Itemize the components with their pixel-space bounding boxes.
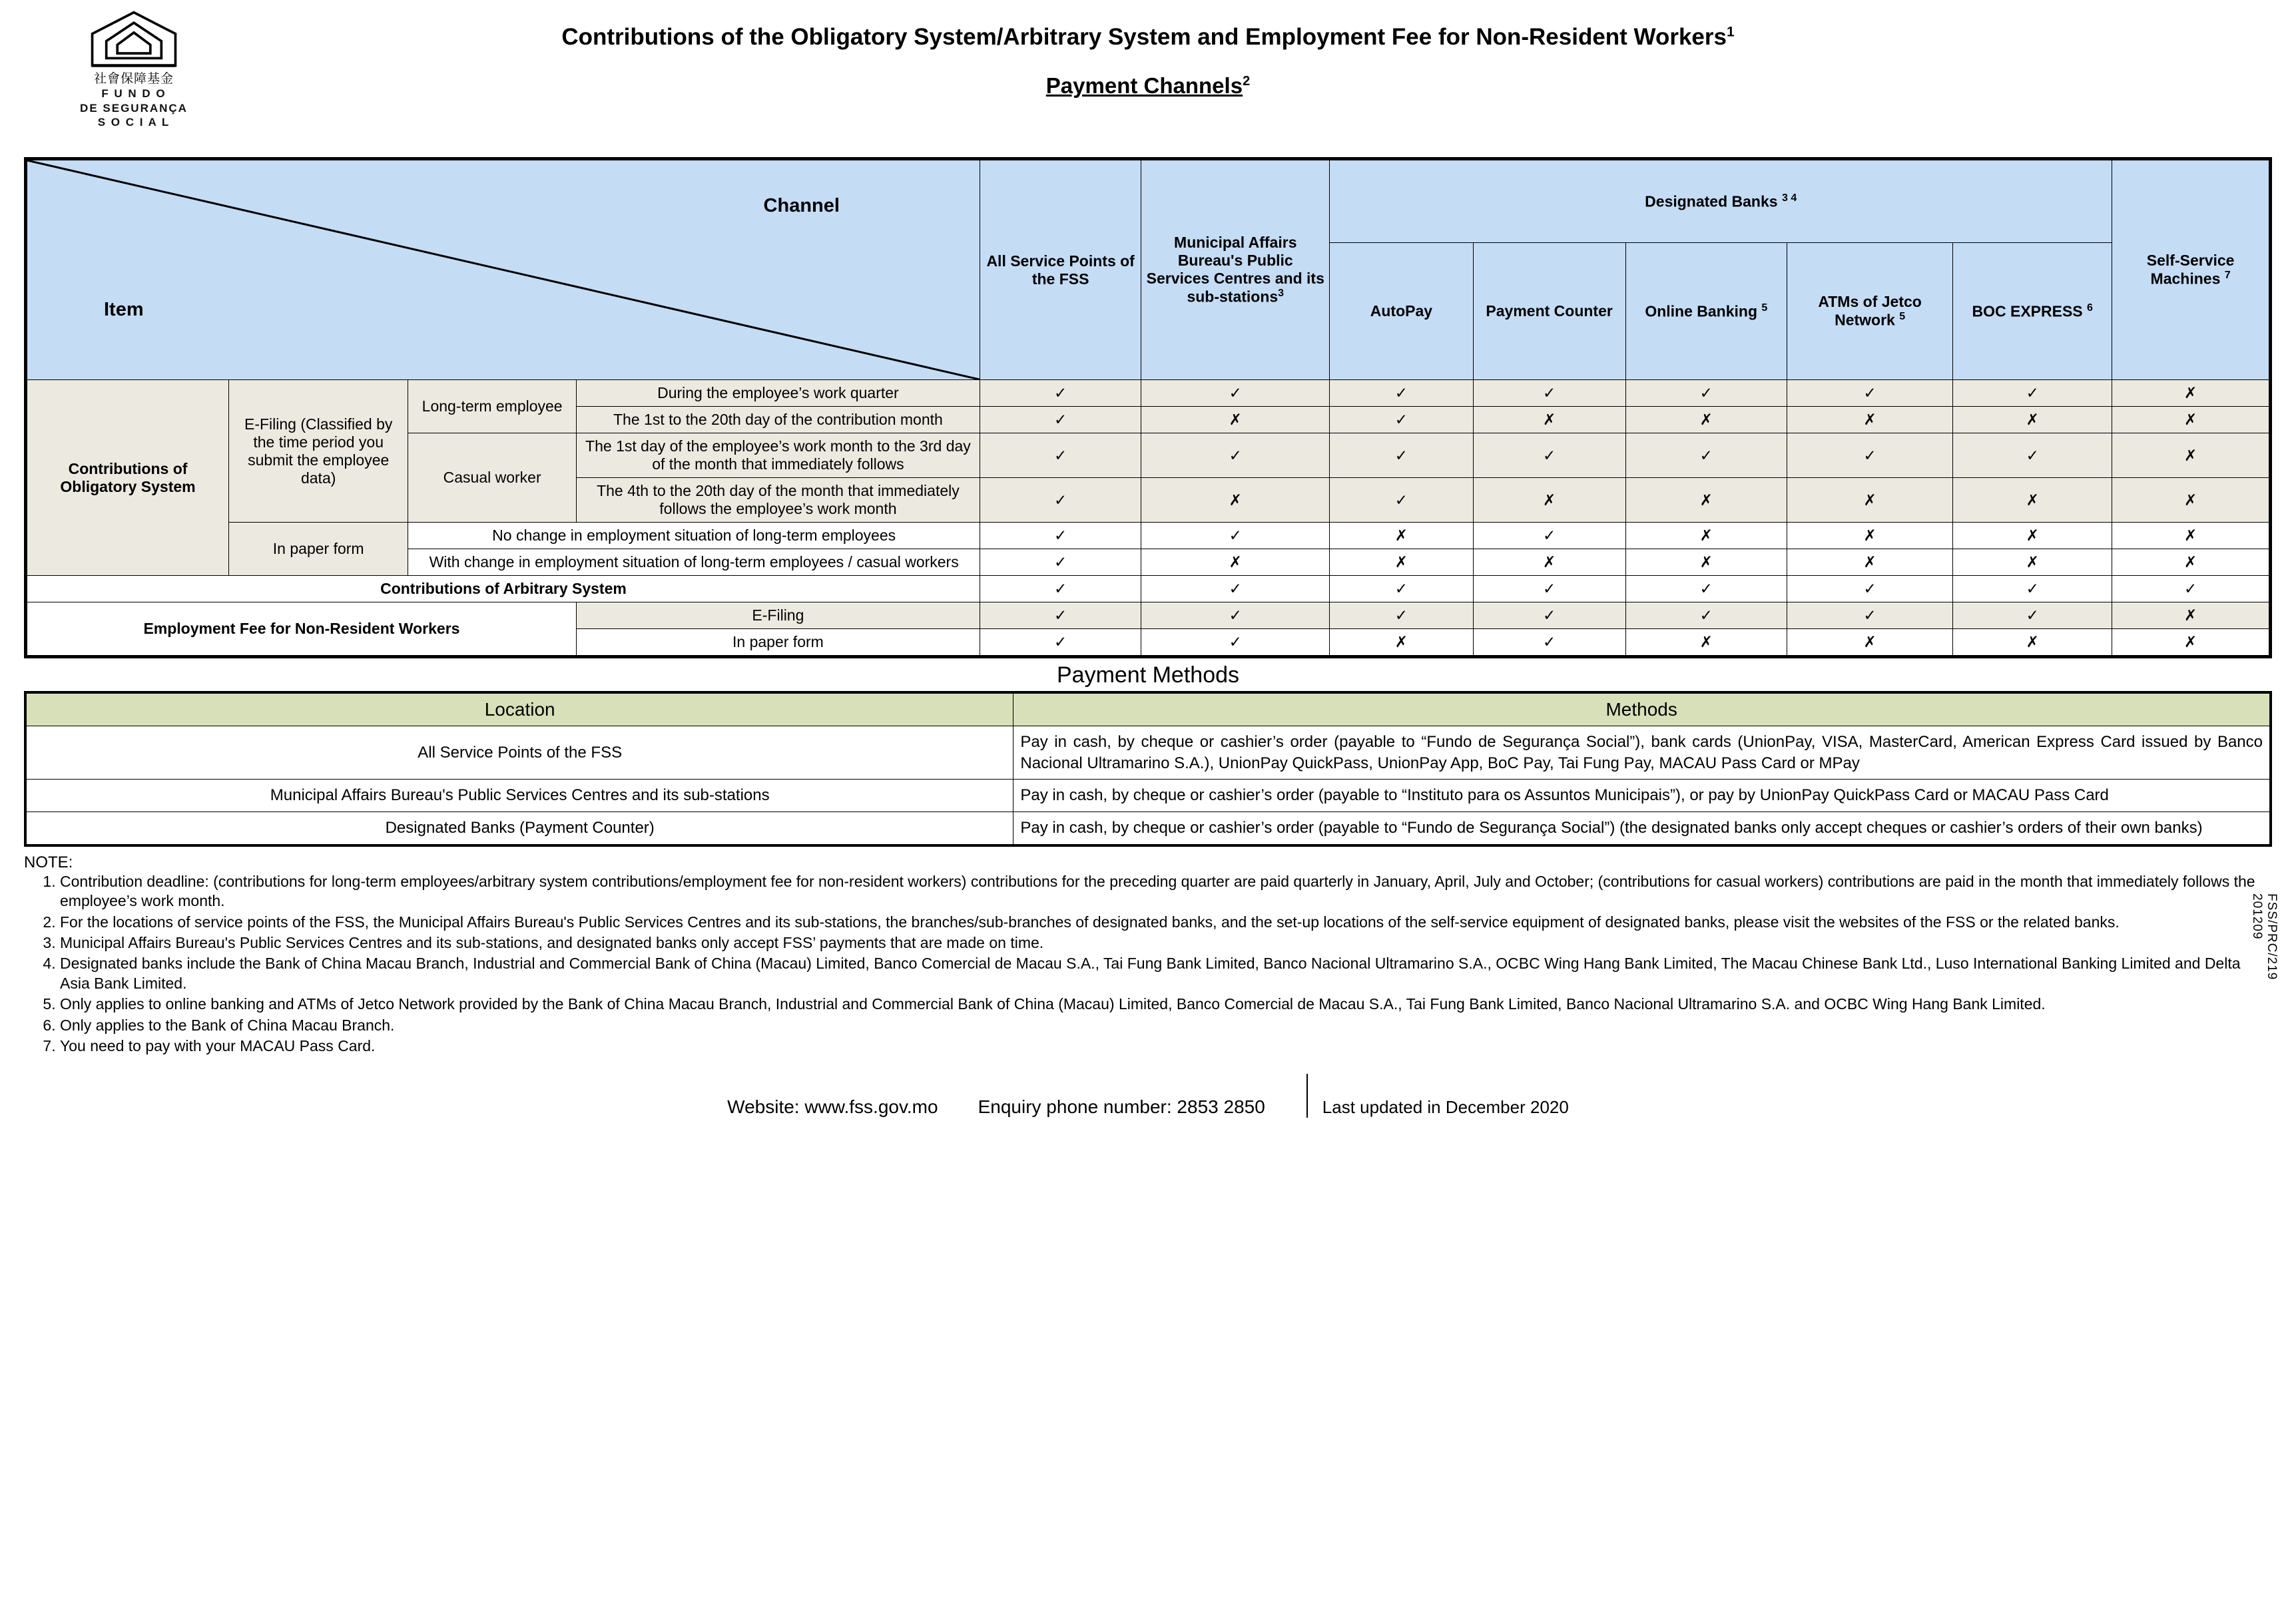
- cell-mark: ✗: [1330, 523, 1473, 549]
- document-page: [0, 7, 2296, 1130]
- cell-mark: ✓: [1787, 433, 1953, 478]
- cell-mark: ✓: [1330, 576, 1473, 602]
- col-header-municipal-affairs: [1141, 160, 1330, 380]
- footer-divider: [1306, 1074, 1308, 1118]
- cell-mark: ✗: [1787, 407, 1953, 433]
- table-row: [27, 380, 2269, 407]
- col-header-boc-express-label: BOC EXPRESS: [1972, 302, 2083, 320]
- col-header-atms-jetco-label: ATMs of Jetco Network: [1818, 293, 1922, 329]
- logo-line3: S O C I A L: [97, 115, 170, 128]
- cell-mark: ✗: [2112, 433, 2269, 478]
- document-footer: [24, 1074, 2272, 1130]
- cell-mark: ✗: [1953, 629, 2112, 656]
- cell-mark: ✓: [980, 549, 1141, 576]
- cell-mark: ✗: [1625, 478, 1787, 523]
- cell-mark: ✓: [980, 523, 1141, 549]
- cell-mark: ✓: [1141, 433, 1330, 478]
- cell-mark: ✗: [1141, 549, 1330, 576]
- col-group-designated-banks: [1330, 160, 2112, 243]
- location-cell: All Service Points of the FSS: [27, 726, 1013, 780]
- cell-mark: ✗: [2112, 478, 2269, 523]
- table-row-employment-fee-efiling: [27, 602, 2269, 629]
- row-label-employment-fee: Employment Fee for Non-Resident Workers: [27, 602, 577, 656]
- cell-mark: ✓: [1141, 576, 1330, 602]
- footer-last-updated: Last updated in December 2020: [1322, 1096, 1569, 1117]
- col-header-online-banking-note-ref: 5: [1761, 302, 1768, 314]
- col-header-payment-counter: [1473, 242, 1625, 379]
- row-desc: The 1st to the 20th day of the contribution month: [576, 407, 980, 433]
- table-row: [27, 780, 2270, 812]
- row-desc: With change in employment situation of long-term employees / casual workers: [408, 549, 980, 576]
- document-reference-code: [2249, 893, 2279, 1056]
- footer-phone: Enquiry phone number: 2853 2850: [978, 1096, 1265, 1117]
- cell-mark: ✓: [1473, 602, 1625, 629]
- cell-mark: ✗: [1473, 549, 1625, 576]
- cell-mark: ✓: [1473, 576, 1625, 602]
- row-desc: In paper form: [576, 629, 980, 656]
- cell-mark: ✓: [1953, 602, 2112, 629]
- row-desc: No change in employment situation of long-term employees: [408, 523, 980, 549]
- table-row-arbitrary-system: [27, 576, 2269, 602]
- cell-mark: ✓: [1953, 433, 2112, 478]
- cell-mark: ✗: [1953, 523, 2112, 549]
- notes-section: [24, 853, 2279, 1056]
- cell-mark: ✗: [1953, 407, 2112, 433]
- note-item: 4. Designated banks include the Bank of China Macau Branch, Industrial and Commercial Bank of China (Macau) Limited, Banco Comercial de Macau S.A., Tai Fung Bank Limited, Banco Nacional Ultramarino S.A., OCBC Wing Hang Bank Limited, The Macau Chinese Bank Ltd., Luso International Banking Limited and Delta Asia Bank Limited.: [60, 954, 2272, 993]
- col-header-municipal-affairs-label: Municipal Affairs Bureau's Public Services Centres and its sub-stations: [1146, 234, 1324, 306]
- logo-line2: DE SEGURANÇA: [80, 101, 188, 115]
- cell-mark: ✗: [2112, 629, 2269, 656]
- corner-item-label: Item: [104, 299, 144, 320]
- payment-methods-table-container: [24, 691, 2272, 847]
- cell-mark: ✓: [1330, 602, 1473, 629]
- cell-mark: ✓: [980, 380, 1141, 407]
- col-header-location: Location: [27, 694, 1013, 726]
- document-header: [24, 7, 2272, 146]
- cell-mark: ✓: [1953, 380, 2112, 407]
- cell-mark: ✓: [1473, 629, 1625, 656]
- cell-mark: ✓: [1787, 576, 1953, 602]
- page-title-text: Contributions of the Obligatory System/Arbitrary System and Employment Fee for Non-Resident Workers: [561, 24, 1727, 50]
- cell-mark: ✗: [1787, 523, 1953, 549]
- footer-website[interactable]: Website: www.fss.gov.mo: [727, 1096, 938, 1117]
- cell-mark: ✓: [1787, 602, 1953, 629]
- cell-mark: ✓: [980, 407, 1141, 433]
- cell-mark: ✓: [1473, 380, 1625, 407]
- cell-mark: ✓: [1625, 602, 1787, 629]
- table-row: [27, 523, 2269, 549]
- methods-cell: Pay in cash, by cheque or cashier’s order (payable to “Instituto para os Assuntos Municipais”), or pay by UnionPay QuickPass Card or MACAU Pass Card: [1013, 780, 2270, 812]
- row-desc: The 4th to the 20th day of the month that immediately follows the employee’s work month: [576, 478, 980, 523]
- row-desc: The 1st day of the employee’s work month to the 3rd day of the month that immediately follows: [576, 433, 980, 478]
- cell-mark: ✓: [980, 433, 1141, 478]
- payment-methods-table: [26, 693, 2270, 845]
- cell-mark: ✗: [1473, 478, 1625, 523]
- col-group-designated-banks-label: Designated Banks: [1645, 192, 1778, 210]
- payment-channels-table: [27, 160, 2269, 656]
- cell-mark: ✗: [1787, 629, 1953, 656]
- col-header-atms-jetco-note-ref: 5: [1899, 311, 1906, 323]
- col-header-online-banking-label: Online Banking: [1645, 302, 1758, 320]
- location-cell: Municipal Affairs Bureau's Public Services Centres and its sub-stations: [27, 780, 1013, 812]
- fss-logo: [71, 9, 197, 129]
- cell-mark: ✓: [980, 576, 1141, 602]
- logo-line1: F U N D O: [101, 87, 166, 101]
- location-cell: Designated Banks (Payment Counter): [27, 812, 1013, 845]
- cell-mark: ✓: [1141, 523, 1330, 549]
- cell-mark: ✓: [1330, 433, 1473, 478]
- cell-mark: ✓: [1141, 380, 1330, 407]
- cell-mark: ✓: [1625, 380, 1787, 407]
- doc-code-ref: FSS/PRC/219: [2265, 893, 2279, 981]
- note-item: 1. Contribution deadline: (contributions for long-term employees/arbitrary system contributions/employment fee for non-resident workers) contributions for the preceding quarter are paid quarterly in January, April, July and October; (contributions for casual workers) contributions are paid in the month that immediately follows the employee’s work month.: [60, 872, 2272, 911]
- cell-mark: ✓: [980, 629, 1141, 656]
- cell-mark: ✓: [1330, 380, 1473, 407]
- cell-mark: ✓: [1473, 433, 1625, 478]
- cell-mark: ✓: [1625, 576, 1787, 602]
- col-header-online-banking: [1625, 242, 1787, 379]
- cell-mark: ✗: [1141, 478, 1330, 523]
- row-subgroup-casual-worker: Casual worker: [408, 433, 577, 523]
- cell-mark: ✗: [1787, 549, 1953, 576]
- row-group-paper-form: In paper form: [229, 523, 408, 576]
- cell-mark: ✓: [1141, 629, 1330, 656]
- cell-mark: ✓: [1787, 380, 1953, 407]
- cell-mark: ✓: [980, 478, 1141, 523]
- cell-mark: ✓: [1953, 576, 2112, 602]
- col-header-municipal-note-ref: 3: [1278, 288, 1285, 300]
- row-subgroup-long-term: Long-term employee: [408, 380, 577, 433]
- cell-mark: ✓: [1141, 602, 1330, 629]
- cell-mark: ✓: [2112, 576, 2269, 602]
- cell-mark: ✓: [1625, 433, 1787, 478]
- cell-mark: ✗: [2112, 523, 2269, 549]
- col-header-self-service-note-ref: 7: [2224, 270, 2231, 282]
- footer-contact: [727, 1096, 1292, 1118]
- note-item: 7. You need to pay with your MACAU Pass Card.: [60, 1037, 2272, 1056]
- row-desc: During the employee’s work quarter: [576, 380, 980, 407]
- table-corner-header: [27, 160, 980, 380]
- diagonal-divider-icon: [27, 160, 980, 379]
- note-item: 2. For the locations of service points of the FSS, the Municipal Affairs Bureau's Public Services Centres and its sub-stations, the branches/sub-branches of designated banks, and the set-up locations of the self-service equipment of designated banks, please visit the websites of the FSS or the related banks.: [60, 913, 2272, 932]
- table-row: [27, 812, 2270, 845]
- col-header-methods: Methods: [1013, 694, 2270, 726]
- logo-chinese-text: 社會保障基金: [93, 72, 174, 87]
- row-group-obligatory-system: Contributions of Obligatory System: [27, 380, 229, 576]
- row-label-arbitrary-system: Contributions of Arbitrary System: [27, 576, 980, 602]
- page-title-note-ref: 1: [1726, 24, 1735, 40]
- methods-cell: Pay in cash, by cheque or cashier’s order (payable to “Fundo de Segurança Social”), bank cards (UnionPay, VISA, MasterCard, American Express Card issued by Banco Nacional Ultramarino S.A.), UnionPay QuickPass, UnionPay App, BoC Pay, Tai Fung Pay, MACAU Pass Card or MPay: [1013, 726, 2270, 780]
- col-header-self-service: [2112, 160, 2269, 380]
- col-header-atms-jetco: [1787, 242, 1953, 379]
- cell-mark: ✗: [1625, 407, 1787, 433]
- table-row: [27, 726, 2270, 780]
- note-item: 5. Only applies to online banking and ATMs of Jetco Network provided by the Bank of China Macau Branch, Industrial and Commercial Bank of China (Macau) Limited, Banco Comercial de Macau S.A., Tai Fung Bank Limited, Banco Nacional Ultramarino S.A. and OCBC Wing Hang Bank Limited.: [60, 995, 2272, 1014]
- payment-channels-note-ref: 2: [1243, 74, 1251, 89]
- col-header-all-service-points-label: All Service Points of the FSS: [986, 252, 1135, 288]
- col-header-self-service-label: Self-Service Machines: [2146, 252, 2235, 288]
- notes-list: [24, 872, 2272, 1056]
- col-header-autopay: [1330, 242, 1473, 379]
- col-header-boc-express: [1953, 242, 2112, 379]
- cell-mark: ✗: [2112, 407, 2269, 433]
- cell-mark: ✗: [1625, 549, 1787, 576]
- page-title: [24, 7, 2272, 51]
- payment-channels-table-container: [24, 157, 2272, 658]
- corner-channel-label: Channel: [763, 195, 840, 216]
- cell-mark: ✗: [1330, 629, 1473, 656]
- row-desc: E-Filing: [576, 602, 980, 629]
- note-item: 3. Municipal Affairs Bureau's Public Services Centres and its sub-stations, and designated banks only accept FSS’ payments that are made on time.: [60, 933, 2272, 953]
- cell-mark: ✓: [1330, 407, 1473, 433]
- cell-mark: ✓: [1473, 523, 1625, 549]
- col-header-payment-counter-label: Payment Counter: [1486, 302, 1613, 320]
- cell-mark: ✗: [1141, 407, 1330, 433]
- cell-mark: ✗: [2112, 602, 2269, 629]
- row-group-efiling: E-Filing (Classified by the time period you submit the employee data): [229, 380, 408, 523]
- cell-mark: ✗: [1625, 523, 1787, 549]
- cell-mark: ✗: [2112, 549, 2269, 576]
- note-item: 6. Only applies to the Bank of China Macau Branch.: [60, 1016, 2272, 1035]
- payment-channels-heading: [24, 73, 2272, 99]
- cell-mark: ✗: [1953, 478, 2112, 523]
- col-group-designated-banks-note-ref: 3 4: [1781, 192, 1797, 204]
- logo-mark-icon: [84, 9, 184, 67]
- doc-code-date: 201209: [2250, 893, 2264, 940]
- methods-cell: Pay in cash, by cheque or cashier’s order (payable to “Fundo de Segurança Social”) (the designated banks only accept cheques or cashier’s orders of their own banks): [1013, 812, 2270, 845]
- cell-mark: ✗: [1787, 478, 1953, 523]
- cell-mark: ✓: [1330, 478, 1473, 523]
- col-header-all-service-points: [980, 160, 1141, 380]
- payment-methods-heading: Payment Methods: [1056, 662, 1240, 688]
- cell-mark: ✗: [1625, 629, 1787, 656]
- cell-mark: ✗: [1473, 407, 1625, 433]
- col-header-boc-express-note-ref: 6: [2087, 302, 2093, 314]
- cell-mark: ✗: [1330, 549, 1473, 576]
- col-header-autopay-label: AutoPay: [1370, 302, 1433, 320]
- cell-mark: ✗: [2112, 380, 2269, 407]
- cell-mark: ✓: [980, 602, 1141, 629]
- cell-mark: ✗: [1953, 549, 2112, 576]
- payment-channels-heading-text: Payment Channels: [1045, 73, 1243, 98]
- notes-heading: NOTE:: [24, 853, 73, 871]
